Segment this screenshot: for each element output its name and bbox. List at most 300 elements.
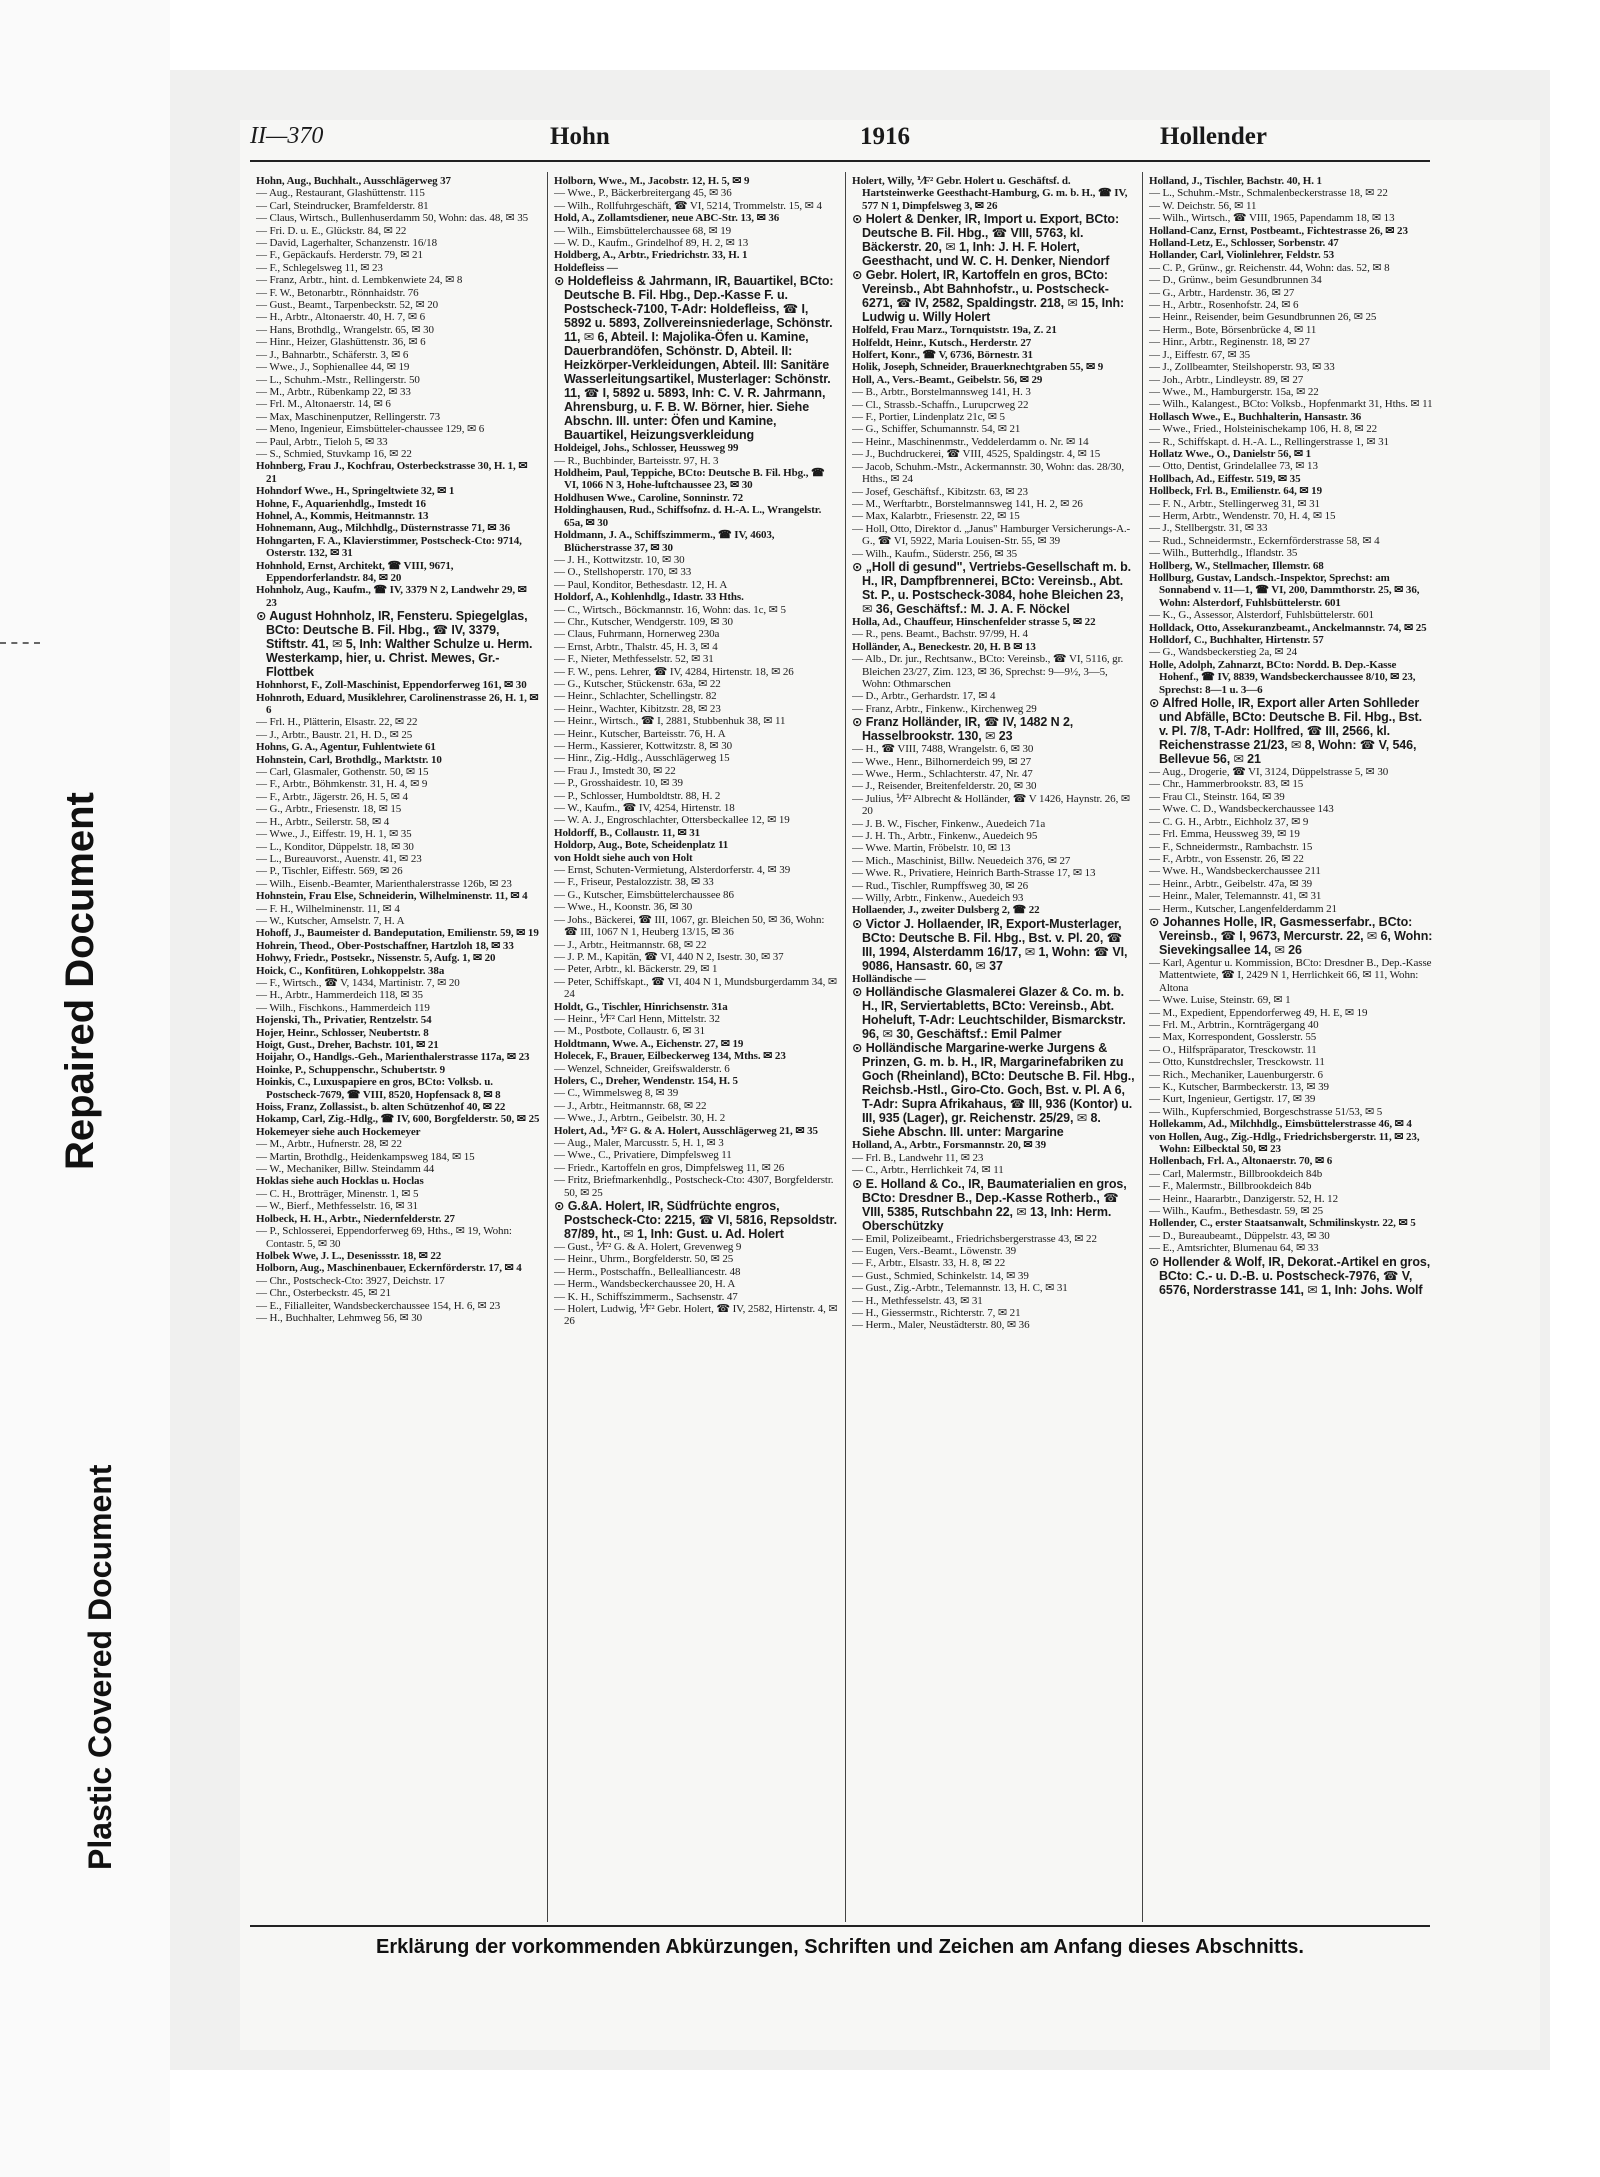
directory-entry: — H., Arbtr., Rosenhofstr. 24, ✉ 6 <box>1149 299 1299 312</box>
directory-entry: — Gust., Schmied, Schinkelstr. 14, ✉ 39 <box>852 1269 1029 1282</box>
directory-entry: Holländer, A., Beneckestr. 20, H. B ✉ 13 <box>852 640 1036 653</box>
directory-entry: — F., Arbtr., von Essenstr. 26, ✉ 22 <box>1149 852 1304 865</box>
directory-entry: — F., Arbtr., Jägerstr. 26, H. 5, ✉ 4 <box>256 790 408 803</box>
directory-entry: — Wenzel, Schneider, Greifswalderstr. 6 <box>554 1062 730 1075</box>
directory-entry: Hokemeyer siehe auch Hockemeyer <box>256 1125 421 1138</box>
directory-entry: — H., Arbtr., Hammerdeich 118, ✉ 35 <box>256 989 423 1002</box>
directory-entry: — Wwe., Herm., Schlachterstr. 47, Nr. 47 <box>852 768 1033 780</box>
directory-entry: — Herm., Kassierer, Kottwitzstr. 8, ✉ 30 <box>554 740 732 752</box>
right-keyword: Hollender <box>1160 123 1267 150</box>
directory-entry: Holland, J., Tischler, Bachstr. 40, H. 1 <box>1149 175 1322 187</box>
directory-entry: — C., Wimmelsweg 8, ✉ 39 <box>554 1087 679 1100</box>
directory-entry: — H., Methfesselstr. 43, ✉ 31 <box>852 1294 983 1307</box>
directory-entry: — J., Reisender, Breitenfelderstr. 20, ✉ 30 <box>852 780 1037 793</box>
document-label-sidebar <box>0 0 170 2177</box>
directory-entry: — Herm., Maler, Neustädterstr. 80, ✉ 36 <box>852 1319 1030 1332</box>
directory-entry: — Otto, Dentist, Grindelallee 73, ✉ 13 <box>1149 460 1318 473</box>
directory-entry: Hold, A., Zollamtsdiener, neue ABC-Str. 13, ✉ 36 <box>554 212 780 225</box>
directory-entry: — D., Arbtr., Gerhardstr. 17, ✉ 4 <box>852 690 996 703</box>
directory-entry: Hohnhorst, F., Zoll-Maschinist, Eppendorferweg 161, ✉ 30 <box>256 679 527 692</box>
directory-entry: — Chr., Postscheck-Cto: 3927, Deichstr. 17 <box>256 1274 445 1287</box>
directory-entry: Holfeld, Frau Marz., Tornquiststr. 19a, Z. 21 <box>852 324 1057 337</box>
page-number: II—370 <box>250 123 324 149</box>
footer-note: Erklärung der vorkommenden Abkürzungen, Schriften und Zeichen am Anfang dieses Abschnitts. <box>376 1936 1304 1958</box>
directory-entry: Holfert, Konr., ☎ V, 6736, Börnestr. 31 <box>852 349 1033 362</box>
directory-entry: — F. W., Betonarbtr., Rönnhaidstr. 76 <box>256 286 419 299</box>
directory-entry: — M., Werftarbtr., Borstelmannsweg 141, H. 2, ✉ 26 <box>852 497 1083 510</box>
column-divider <box>845 172 846 1922</box>
directory-entry: Hoklas siehe auch Hocklas u. Hoclas <box>256 1175 424 1188</box>
directory-entry: — Otto, Kunstdrechsler, Tresckowstr. 11 <box>1149 1056 1325 1069</box>
directory-entry: — W., Kutscher, Amselstr. 7, H. A <box>256 914 405 927</box>
directory-entry: — M., Expedient, Eppendorferweg 49, H. E, ✉ 19 <box>1149 1006 1368 1019</box>
directory-entry: Holbek Wwe, J. L., Desenissstr. 18, ✉ 22 <box>256 1249 442 1262</box>
directory-entry: — Frl. M., Arbtrin., Kornträgergang 40 <box>1149 1018 1319 1031</box>
directory-entry: — J., Arbtr., Heitmannstr. 68, ✉ 22 <box>554 938 707 951</box>
directory-entry: Holdhusen Wwe., Caroline, Sonninstr. 72 <box>554 491 744 504</box>
directory-entry: — David, Lagerhalter, Schanzenstr. 16/18 <box>256 237 437 250</box>
directory-entry: — Kurt, Ingenieur, Gertigstr. 17, ✉ 39 <box>1149 1093 1316 1106</box>
directory-entry: — Claus, Wirtsch., Bullenhuserdamm 50, Wohn: das. 48, ✉ 35 <box>256 212 529 225</box>
directory-entry: Hollatz Wwe., O., Danielstr 56, ✉ 1 <box>1149 447 1312 460</box>
directory-entry: Hohnemann, Aug., Milchhdlg., Düsternstrasse 71, ✉ 36 <box>256 522 510 535</box>
directory-entry: — Herm, Arbtr., Wendenstr. 70, H. 4, ✉ 15 <box>1149 509 1336 522</box>
directory-entry: — K., G., Assessor, Alsterdorf, Fuhlsbüttelerstr. 601 <box>1149 609 1374 622</box>
directory-entry: — F., Arbtr., Böhmkenstr. 31, H. 4, ✉ 9 <box>256 778 428 791</box>
directory-entry: Holert, Willy, ⅟F² Gebr. Holert u. Geschäftsf. d. Hartsteinwerke Geesthacht-Hamburg, G. m. b. H., ☎ IV, 577 N 1, Dimpfelsweg 3, ✉ 26 <box>852 175 1128 212</box>
directory-entry: ⊙ Holländische Glasmalerei Glazer & Co. m. b. H., IR, Serviertabletts, BCto: Vereinsb., Abt. Hoheluft, T-Adr: Leuchtschilder, Bismarckstr. 96, ✉ 30, Geschäftsf.: Emil Palmer <box>852 985 1126 1042</box>
directory-entry: — F., Malermstr., Billbrookdeich 84b <box>1149 1180 1312 1193</box>
directory-entry: — G., Schiffer, Schumannstr. 54, ✉ 21 <box>852 423 1021 436</box>
directory-entry: — R., Buchbinder, Barteisstr. 97, H. 3 <box>554 454 719 467</box>
directory-entry: — Heinr., Wirtsch., ☎ I, 2881, Stubbenhuk 38, ✉ 11 <box>554 715 786 728</box>
directory-entry: Holland, A., Arbtr., Forsmannstr. 20, ✉ 39 <box>852 1139 1046 1152</box>
directory-entry: Hohoff, J., Baumeister d. Bandeputation, Emilienstr. 59, ✉ 19 <box>256 927 539 940</box>
directory-entry: — H., Arbtr., Seilerstr. 58, ✉ 4 <box>256 815 390 828</box>
directory-entry: — Frl. Emma, Heussweg 39, ✉ 19 <box>1149 828 1300 841</box>
directory-entry: — Frau J., Imstedt 30, ✉ 22 <box>554 764 676 777</box>
directory-entry: ⊙ Holdefleiss & Jahrmann, IR, Bauartikel, BCto: Deutsche B. Fil. Hbg., Dep.-Kasse F. u. Postscheck-7100, T-Adr: Holdefleiss, ☎ I, 5892 u. 5893, Zollvereinsniederlage, Schönstr. 11, ✉ 6, Abteil. I: Majolika-Öfen u. Kamine, Dauerbrandöfen, Schönstr. D, Abteil. II: Heizkörper-Verkleidungen, Abteil. III: Sanitäre Wasserleitungsartikel, Musterlager: Schönstr. 11, ☎ I, 5892 u. 5893, Inh: C. V. R. Jahrmann, Ahrensburg, u. F. B. W. Börner, hier. Siehe Abschn. III. unter: Öfen und Kamine, Bauartikel, Heizungsverkleidung <box>554 274 834 443</box>
directory-entry: — Peter, Schiffskapt., ☎ VI, 404 N 1, Mundsburgerdamm 34, ✉ 24 <box>554 975 838 1001</box>
directory-entry: — Paul, Konditor, Bethesdastr. 12, H. A <box>554 578 728 591</box>
directory-entry: Holbeck, H. H., Arbtr., Niedernfelderstr. 27 <box>256 1212 455 1225</box>
directory-entry: Holdeigel, Johs., Schlosser, Heussweg 99 <box>554 442 739 455</box>
directory-entry: — Rud., Tischler, Rumpffsweg 30, ✉ 26 <box>852 879 1028 892</box>
directory-entry: — E., Amtsrichter, Blumenau 64, ✉ 33 <box>1149 1242 1319 1255</box>
directory-entry: — Frl. H., Plätterin, Elsastr. 22, ✉ 22 <box>256 716 418 729</box>
directory-entry: Holik, Joseph, Schneider, Brauerknechtgraben 55, ✉ 9 <box>852 361 1104 374</box>
directory-entry: — Gust., Zig.-Arbtr., Telemannstr. 13, H. C, ✉ 31 <box>852 1282 1068 1295</box>
directory-entry: — Heinr., Uhrm., Borgfelderstr. 50, ✉ 25 <box>554 1253 734 1266</box>
directory-entry: — H., Arbtr., Altonaerstr. 40, H. 7, ✉ 6 <box>256 311 425 324</box>
directory-entry: Hoinke, P., Schuppenschr., Schubertstr. 9 <box>256 1063 446 1076</box>
column-divider <box>1142 172 1143 1922</box>
directory-entry: — C. H., Brotträger, Minenstr. 1, ✉ 5 <box>256 1187 419 1200</box>
directory-entry: — Herm., Kutscher, Langenfelderdamm 21 <box>1149 902 1337 915</box>
directory-entry: — Wwe., Fried., Holsteinischekamp 106, H. 8, ✉ 22 <box>1149 423 1378 436</box>
directory-column-3 <box>852 175 1136 1920</box>
directory-entry: — Wilh., Rollfuhrgeschäft, ☎ VI, 5214, Trommelstr. 15, ✉ 4 <box>554 199 822 212</box>
directory-entry: — J., Eiffestr. 67, ✉ 35 <box>1149 348 1251 361</box>
directory-entry: Hohnstein, Carl, Brothdlg., Marktstr. 10 <box>256 753 442 766</box>
directory-entry: ⊙ Holert & Denker, IR, Import u. Export, BCto: Deutsche B. Fil. Hbg., ☎ VIII, 5763, kl. Bäckerstr. 20, ✉ 1, Inh: J. H. F. Holert, Geesthacht, und W. C. H. Denker, Niendorf <box>852 212 1120 269</box>
directory-column-2 <box>554 175 838 1920</box>
directory-entry: von Hollen, Aug., Zig.-Hdlg., Friedrichsbergerstr. 11, ✉ 23, Wohn: Eilbecktal 50, ✉ 23 <box>1149 1130 1420 1156</box>
directory-entry: Hohngarten, F. A., Klavierstimmer, Postscheck-Cto: 9714, Osterstr. 132, ✉ 31 <box>256 534 522 560</box>
directory-entry: — F., Nieter, Methfesselstr. 52, ✉ 31 <box>554 653 714 666</box>
directory-entry: Hoinkis, C., Luxuspapiere en gros, BCto: Volksb. u. Postscheck-7679, ☎ VIII, 8520, Hopfensack 8, ✉ 8 <box>256 1076 501 1101</box>
directory-entry: — G., Arbtr., Friesenstr. 18, ✉ 15 <box>256 803 402 816</box>
directory-entry: — C., Arbtr., Herrlichkeit 74, ✉ 11 <box>852 1164 1004 1177</box>
directory-entry: — Heinr., Maschinenmstr., Veddelerdamm o. Nr. ✉ 14 <box>852 435 1089 448</box>
directory-entry: Holborn, Wwe., M., Jacobstr. 12, H. 5, ✉ 9 <box>554 175 750 187</box>
directory-entry: — Wwe. Martin, Fröbelstr. 10, ✉ 13 <box>852 842 1011 855</box>
directory-entry: — J., Zollbeamter, Steilshoperstr. 93, ✉ 33 <box>1149 361 1335 374</box>
directory-entry: — Wilh., Butterhdlg., Iflandstr. 35 <box>1149 547 1298 560</box>
directory-entry: — W., Bierf., Methfesselstr. 16, ✉ 31 <box>256 1200 418 1213</box>
directory-entry: — Max, Korrespondent, Gosslerstr. 55 <box>1149 1031 1317 1044</box>
directory-entry: — Heinr., Kutscher, Barteisstr. 76, H. A <box>554 727 726 740</box>
left-keyword: Hohn <box>550 123 610 150</box>
header-rule <box>250 160 1430 162</box>
directory-entry: — Wwe. Luise, Steinstr. 69, ✉ 1 <box>1149 994 1291 1007</box>
directory-entry: Holert, Ad., ⅟F² G. & A. Holert, Ausschlägerweg 21, ✉ 35 <box>554 1124 818 1137</box>
directory-entry: — Hans, Brothdlg., Wrangelstr. 65, ✉ 30 <box>256 323 434 336</box>
directory-entry: ⊙ G.&A. Holert, IR, Südfrüchte engros, Postscheck-Cto: 2215, ☎ VI, 5816, Repsoldstr. 87/89, ht., ✉ 1, Inh: Gust. u. Ad. Holert <box>554 1199 837 1242</box>
directory-entry: Holfeldt, Heinr., Kutsch., Herderstr. 27 <box>852 336 1032 349</box>
directory-entry: Hohn, Aug., Buchhalt., Ausschlägerweg 37 <box>256 175 451 187</box>
directory-entry: — J. B. W., Fischer, Finkenw., Auedeich 71a <box>852 817 1046 830</box>
directory-entry: — Max, Maschinenputzer, Rellingerstr. 73 <box>256 410 441 423</box>
directory-entry: — Paul, Arbtr., Tieloh 5, ✉ 33 <box>256 435 388 448</box>
directory-entry: Hollender, C., erster Staatsanwalt, Schmilinskystr. 22, ✉ 5 <box>1149 1217 1416 1230</box>
directory-entry: — Rich., Mechaniker, Lauenburgerstr. 6 <box>1149 1068 1323 1081</box>
directory-entry: — Wilh., Wirtsch., ☎ VIII, 1965, Papendamm 18, ✉ 13 <box>1149 212 1395 225</box>
directory-entry: — J., Arbtr., Heitmannstr. 68, ✉ 22 <box>554 1099 707 1112</box>
directory-entry: Hohnstein, Frau Else, Schneiderin, Wilhelminenstr. 11, ✉ 4 <box>256 890 528 903</box>
directory-entry: — Wwe. R., Privatiere, Heinrich Barth-Strasse 17, ✉ 13 <box>852 867 1096 880</box>
directory-entry: von Holdt siehe auch von Holt <box>554 851 693 864</box>
directory-entry: — F., Arbtr., Elsastr. 33, H. 8, ✉ 22 <box>852 1257 1006 1270</box>
directory-entry: ⊙ August Hohnholz, IR, Fensteru. Spiegelglas, BCto: Deutsche B. Fil. Hbg., ☎ IV, 3379, Stiftstr. 41, ✉ 5, Inh: Walther Schulze u. Herm. Westerkamp, hier, u. Christ. Mewes, Gr.-Flottbek <box>256 609 533 680</box>
directory-entry: — H., Giessermstr., Richterstr. 7, ✉ 21 <box>852 1306 1021 1319</box>
directory-entry: — Josef, Geschäftsf., Kibitzstr. 63, ✉ 23 <box>852 485 1028 498</box>
directory-entry: — F. W., pens. Lehrer, ☎ IV, 4284, Hirtenstr. 18, ✉ 26 <box>554 665 794 678</box>
directory-entry: — Heinr., Schlachter, Schellingstr. 82 <box>554 690 717 703</box>
directory-entry: Holdorp, Aug., Bote, Scheidenplatz 11 <box>554 839 729 852</box>
directory-entry: Hollburg, Gustav, Landsch.-Inspektor, Sprechst: am Sonnabend v. 11—1, ☎ VI, 200, Dammthorstr. 25, ✉ 36, Wohn: Alsterdorf, Fuhlsbüttelerstr. 601 <box>1149 572 1420 609</box>
directory-entry: — F., Portier, Lindenplatz 21c, ✉ 5 <box>852 411 1005 424</box>
directory-entry: Hohnholz, Aug., Kaufm., ☎ IV, 3379 N 2, Landwehr 29, ✉ 23 <box>256 584 527 609</box>
directory-entry: — F., Friseur, Pestalozzistr. 38, ✉ 33 <box>554 876 714 889</box>
directory-entry: — Heinr., Haararbtr., Danzigerstr. 52, H. 12 <box>1149 1192 1338 1205</box>
directory-entry: — Karl, Agentur u. Kommission, BCto: Dresdner B., Dep.-Kasse Mattentwiete, ☎ I, 2429 N 1, Herrlichkeit 66, ✉ 11, Wohn: Altona <box>1149 956 1432 994</box>
directory-entry: — Fri. D. u. E., Glückstr. 84, ✉ 22 <box>256 224 407 237</box>
directory-entry: Hollenbach, Frl. A., Altonaerstr. 70, ✉ 6 <box>1149 1155 1333 1168</box>
directory-entry: Hojer, Heinr., Schlosser, Neubertstr. 8 <box>256 1026 429 1039</box>
directory-entry: Holdefleiss — <box>554 261 618 274</box>
directory-entry: — Ernst, Arbtr., Thalstr. 45, H. 3, ✉ 4 <box>554 640 718 653</box>
directory-entry: Hoigt, Gust., Dreher, Bachstr. 101, ✉ 21 <box>256 1039 439 1051</box>
directory-entry: — K. H., Schiffszimmerm., Sachsenstr. 47 <box>554 1290 738 1303</box>
directory-entry: — Gust., Beamt., Tarpenbeckstr. 52, ✉ 20 <box>256 299 439 312</box>
directory-entry: Hollander, Carl, Violinlehrer, Feldstr. 53 <box>1149 249 1335 262</box>
directory-entry: — J., Buchdruckerei, ☎ VIII, 4525, Spaldingstr. 4, ✉ 15 <box>852 448 1101 461</box>
directory-entry: Holdorff, B., Collaustr. 11, ✉ 31 <box>554 826 701 839</box>
footer-rule <box>250 1925 1430 1927</box>
directory-entry: — C. G. H., Arbtr., Eichholz 37, ✉ 9 <box>1149 815 1309 828</box>
directory-entry: — Frau Cl., Steinstr. 164, ✉ 39 <box>1149 790 1285 803</box>
directory-entry: — R., pens. Beamt., Bachstr. 97/99, H. 4 <box>852 628 1028 641</box>
directory-entry: — Johs., Bäckerei, ☎ III, 1067, gr. Bleichen 50, ✉ 36, Wohn: ☎ III, 1067 N 1, Heuberg 13/15, ✉ 36 <box>554 913 825 939</box>
directory-entry: — Carl, Steindrucker, Bramfelderstr. 81 <box>256 199 429 212</box>
directory-entry: — Wilh., Kalangest., BCto: Volksb., Hopfenmarkt 31, Hths. ✉ 11 <box>1149 398 1433 411</box>
directory-entry: — S., Schmied, Stuvkamp 16, ✉ 22 <box>256 447 412 460</box>
directory-entry: ⊙ Holländische Margarine-werke Jurgens & Prinzen, G. m. b. H., IR, Margarinefabriken zu Goch (Rheinland), BCto: Deutsche B. Fil. Hbg., Reichsb.-Hstl., Giro-Cto. Goch, Bst. v. Pl. A 6, T-Adr: Supra Afrikahaus, ☎ III, 936 (Kontor) u. III, 935 (Lager), gr. Reichenstr. 25/29, ✉ 8. Siehe Abschn. III. unter: Margarine <box>852 1041 1135 1140</box>
directory-entry: — Wwe. H., Wandsbeckerchaussee 211 <box>1149 865 1321 878</box>
directory-entry: Holdorf, A., Kohlenhdlg., Idastr. 33 Hths. <box>554 591 744 604</box>
directory-entry: — F., Wirtsch., ☎ V, 1434, Martinistr. 7, ✉ 20 <box>256 976 460 989</box>
directory-entry: Hohnel, A., Kommis, Heitmannstr. 13 <box>256 509 429 522</box>
page-header <box>250 123 1430 157</box>
directory-entry: — Frl. M., Altonaerstr. 14, ✉ 6 <box>256 398 391 411</box>
directory-entry: Holdberg, A., Arbtr., Friedrichstr. 33, H. 1 <box>554 249 748 262</box>
directory-entry: — Wwe. C. D., Wandsbeckerchaussee 143 <box>1149 803 1334 816</box>
directory-entry: — W. A. J., Engroschlachter, Ottersbeckallee 12, ✉ 19 <box>554 814 790 827</box>
directory-entry: Hohnroth, Eduard, Musiklehrer, Carolinenstrasse 26, H. 1, ✉ 6 <box>256 691 539 717</box>
directory-entry: — Wilh., Eisenb.-Beamter, Marienthalerstrasse 126b, ✉ 23 <box>256 877 512 890</box>
directory-entry: Hohrein, Theod., Ober-Postschaffner, Hartzloh 18, ✉ 33 <box>256 939 514 952</box>
directory-entry: Hokamp, Carl, Zig.-Hdlg., ☎ IV, 600, Borgfelderstr. 50, ✉ 25 <box>256 1113 540 1126</box>
directory-entry: — Carl, Malermstr., Billbrookdeich 84b <box>1149 1167 1323 1180</box>
directory-entry: — Jacob, Schuhm.-Mstr., Ackermannstr. 30, Wohn: das. 28/30, Hths., ✉ 24 <box>852 460 1124 486</box>
directory-entry: Holers, C., Dreher, Wendenstr. 154, H. 5 <box>554 1074 738 1087</box>
directory-entry: Hojenski, Th., Privatier, Rentzelstr. 54 <box>256 1014 432 1027</box>
directory-entry: — D., Grünw., beim Gesundbrunnen 34 <box>1149 274 1322 287</box>
directory-entry: — F., Gepäckaufs. Herderstr. 79, ✉ 21 <box>256 249 423 262</box>
directory-entry: — P., Grosshaidestr. 10, ✉ 39 <box>554 777 683 790</box>
directory-entry: — Mich., Maschinist, Billw. Neuedeich 376, ✉ 27 <box>852 854 1071 867</box>
directory-entry: Hollberg, W., Stellmacher, Illemstr. 68 <box>1149 559 1324 572</box>
directory-entry: Holle, Adolph, Zahnarzt, BCto: Nordd. B. Dep.-Kasse Hohenf., ☎ IV, 8839, Wandsbeckerchaussee 8/10, ✉ 23, Sprechst: 8—1 u. 3—6 <box>1149 658 1416 696</box>
directory-column-1 <box>256 175 540 1920</box>
directory-entry: ⊙ Hollender & Wolf, IR, Dekorat.-Artikel en gros, BCto: C.- u. D.-B. u. Postscheck-7976, ☎ V, 6576, Norderstrasse 141, ✉ 1, Inh: Johs. Wolf <box>1149 1254 1431 1297</box>
directory-entry: — Wwe., J., Sophienallee 44, ✉ 19 <box>256 361 410 374</box>
directory-entry: Hoiss, Franz, Zollassist., b. alten Schützenhof 40, ✉ 22 <box>256 1101 506 1114</box>
directory-entry: ⊙ Johannes Holle, IR, Gasmesserfabr., BCto: Vereinsb., ☎ I, 9673, Mercurstr. 22, ✉ 6, Wohn: Sievekingsallee 14, ✉ 26 <box>1149 914 1433 957</box>
directory-entry: Holecek, F., Brauer, Eilbeckerweg 134, Mths. ✉ 23 <box>554 1050 786 1063</box>
directory-entry: — G., Arbtr., Hardenstr. 36, ✉ 27 <box>1149 286 1295 299</box>
directory-entry: Hollbeck, Frl. B., Emilienstr. 64, ✉ 19 <box>1149 485 1322 498</box>
directory-entry: — L., Schuhm.-Mstr., Schmalenbeckerstrasse 18, ✉ 22 <box>1149 187 1388 200</box>
directory-entry: Holdheim, Paul, Teppiche, BCto: Deutsche B. Fil. Hbg., ☎ VI, 1066 N 3, Hohe-luftchaussee 23, ✉ 30 <box>554 467 825 492</box>
directory-entry: — M., Postbote, Collaustr. 6, ✉ 31 <box>554 1025 705 1038</box>
directory-entry: — Aug., Maler, Marcusstr. 5, H. 1, ✉ 3 <box>554 1137 724 1149</box>
directory-entry: Hohns, G. A., Agentur, Fuhlentwiete 61 <box>256 741 436 754</box>
directory-entry: — Julius, ⅟F² Albrecht & Holländer, ☎ V 1426, Haynstr. 26, ✉ 20 <box>852 792 1130 818</box>
directory-entry: — F. N., Arbtr., Stellingerweg 31, ✉ 31 <box>1149 497 1320 510</box>
directory-entry: — F., Schlegelsweg 11, ✉ 23 <box>256 261 383 274</box>
directory-entry: — Carl, Glasmaler, Gothenstr. 50, ✉ 15 <box>256 766 429 779</box>
directory-entry: — Frl. B., Landwehr 11, ✉ 23 <box>852 1151 984 1164</box>
directory-entry: — J. H., Kottwitzstr. 10, ✉ 30 <box>554 553 685 566</box>
directory-entry: Holla, Ad., Chauffeur, Hinschenfelder strasse 5, ✉ 22 <box>852 615 1096 628</box>
directory-entry: — H., ☎ VIII, 7488, Wrangelstr. 6, ✉ 30 <box>852 743 1034 756</box>
directory-entry: Hoick, C., Konfitüren, Lohkoppelstr. 38a <box>256 964 445 977</box>
directory-entry: — Wilh., Kaufm., Bethesdastr. 59, ✉ 25 <box>1149 1205 1324 1218</box>
directory-entry: — O., Hilfspräparator, Tresckowstr. 11 <box>1149 1043 1317 1056</box>
directory-entry: — Friedr., Kartoffeln en gros, Dimpfelsweg 11, ✉ 26 <box>554 1161 785 1174</box>
directory-entry: — Rud., Schneidermstr., Eckernförderstrasse 58, ✉ 4 <box>1149 534 1380 547</box>
directory-entry: Hohwy, Friedr., Postsekr., Nissenstr. 5, Aufg. 1, ✉ 20 <box>256 952 496 965</box>
directory-entry: — J., Arbtr., Baustr. 21, H. D., ✉ 25 <box>256 728 413 741</box>
directory-entry: — Chr., Osterbeckstr. 45, ✉ 21 <box>256 1287 391 1300</box>
directory-entry: — B., Arbtr., Borstelmannsweg 141, H. 3 <box>852 386 1031 399</box>
directory-entry: — Ernst, Schuten-Vermietung, Alsterdorferstr. 4, ✉ 39 <box>554 864 791 877</box>
directory-entry: — Heinr., Arbtr., Geibelstr. 47a, ✉ 39 <box>1149 877 1313 890</box>
directory-entry: — G., Wandsbeckerstieg 2a, ✉ 24 <box>1149 646 1297 659</box>
directory-entry: Holdt, G., Tischler, Hinrichsenstr. 31a <box>554 1000 728 1013</box>
directory-entry: — Wwe., P., Bäckerbreitergang 45, ✉ 36 <box>554 187 732 200</box>
directory-entry: — W. Deichstr. 56, ✉ 11 <box>1149 199 1257 212</box>
directory-entry: Hollbach, Ad., Eiffestr. 519, ✉ 35 <box>1149 472 1301 485</box>
directory-entry: Hohne, F., Aquarienhdlg., Imstedt 16 <box>256 497 426 510</box>
directory-entry: Holldack, Otto, Assekuranzbeamt., Anckelmannstr. 74, ✉ 25 <box>1149 621 1427 634</box>
directory-entry: Holdinghausen, Rud., Schiffsofnz. d. H.-A. L., Wrangelstr. 65a, ✉ 30 <box>554 504 822 529</box>
directory-entry: — Martin, Brothdlg., Heidenkampsweg 184, ✉ 15 <box>256 1150 475 1163</box>
directory-entry: ⊙ E. Holland & Co., IR, Baumaterialien en gros, BCto: Dresdner B., Dep.-Kasse Rotherb., ☎ VIII, 5385, Rutschbahn 22, ✉ 13, Inh: Herm. Oberschützky <box>852 1176 1127 1233</box>
directory-entry: — Holl, Otto, Direktor d. „Janus" Hamburger Versicherungs-A.-G., ☎ VI, 5922, Maria Louisen-Str. 55, ✉ 39 <box>852 522 1131 548</box>
directory-entry: — Hinr., Zig.-Hdlg., Ausschlägerweg 15 <box>554 752 730 765</box>
directory-entry: — F. H., Wilhelminenstr. 11, ✉ 4 <box>256 902 400 915</box>
directory-entry: — Franz, Arbtr., Finkenw., Kirchenweg 29 <box>852 702 1037 715</box>
directory-entry: — Holert, Ludwig, ⅟F² Gebr. Holert, ☎ IV, 2582, Hirtenstr. 4, ✉ 26 <box>554 1303 838 1328</box>
directory-entry: ⊙ Alfred Holle, IR, Export aller Arten Sohlleder und Abfälle, BCto: Deutsche B. Fil. Hbg., Bst. v. Pl. 7/8, T-Adr: Hollfred, ☎ III, 2566, kl. Reichenstrasse 21/23, ✉ 8, Wohn: ☎ V, 546, Bellevue 56, ✉ 21 <box>1149 696 1422 767</box>
directory-entry: — Aug., Restaurant, Glashüttenstr. 115 <box>256 187 425 200</box>
directory-entry: — W. D., Kaufm., Grindelhof 89, H. 2, ✉ 13 <box>554 237 749 250</box>
directory-entry: — J. H. Th., Arbtr., Finkenw., Auedeich 95 <box>852 830 1038 843</box>
directory-entry: — Heinr., ⅟F² Carl Henn, Mittelstr. 32 <box>554 1012 720 1025</box>
directory-entry: — Claus, Fuhrmann, Hornerweg 230a <box>554 628 720 641</box>
directory-entry: ⊙ Franz Holländer, IR, ☎ IV, 1482 N 2, Hasselbrookstr. 130, ✉ 23 <box>852 715 1074 744</box>
directory-entry: Hollekamm, Ad., Milchhdlg., Eimsbüttelerstrasse 46, ✉ 4 <box>1149 1118 1412 1131</box>
directory-entry: — P., Schlosser, Humboldtstr. 88, H. 2 <box>554 789 721 802</box>
directory-entry: — M., Arbtr., Rübenkamp 22, ✉ 33 <box>256 385 411 398</box>
directory-entry: Holland-Letz, E., Schlosser, Sorbenstr. 47 <box>1149 237 1339 250</box>
directory-entry: — Gust., ⅟F² G. & A. Holert, Grevenweg 9 <box>554 1241 742 1254</box>
directory-entry: — Herm., Wandsbeckerchaussee 20, H. A <box>554 1278 736 1291</box>
directory-entry: — Wwe., C., Privatiere, Dimpfelsweg 11 <box>554 1149 732 1162</box>
directory-entry: — C. P., Grünw., gr. Reichenstr. 44, Wohn: das. 52, ✉ 8 <box>1149 261 1390 274</box>
directory-entry: Holldorf, C., Buchhalter, Hirtenstr. 57 <box>1149 634 1324 647</box>
directory-entry: — Wilh., Kupferschmied, Borgeschstrasse 51/53, ✉ 5 <box>1149 1105 1383 1118</box>
directory-entry: — Cl., Strassb.-Schaffn., Lurupcrweg 22 <box>852 398 1029 411</box>
directory-entry: Hollaender, J., zweiter Dulsberg 2, ☎ 22 <box>852 904 1040 917</box>
directory-entry: — Wwe., M., Hamburgerstr. 15a, ✉ 22 <box>1149 385 1319 398</box>
directory-entry: — K., Kutscher, Barmbeckerstr. 13, ✉ 39 <box>1149 1081 1329 1093</box>
directory-entry: — Wwe., H., Koonstr. 36, ✉ 30 <box>554 901 693 914</box>
directory-entry: Holl, A., Vers.-Beamt., Geibelstr. 56, ✉ 29 <box>852 373 1043 386</box>
directory-entry: — Herm., Bote, Börsenbrücke 4, ✉ 11 <box>1149 323 1317 336</box>
directory-entry: — W., Kaufm., ☎ IV, 4254, Hirtenstr. 18 <box>554 802 735 815</box>
directory-entry: — R., Schiffskapt. d. H.-A. L., Rellingerstrasse 1, ✉ 31 <box>1149 435 1389 448</box>
directory-entry: — Fritz, Briefmarkenhdlg., Postscheck-Cto: 4307, Borgfelderstr. 50, ✉ 25 <box>554 1174 834 1199</box>
directory-entry: — Wilh., Eimsbüttelerchaussee 68, ✉ 19 <box>554 224 732 237</box>
directory-entry: Holländische — <box>852 972 926 985</box>
directory-column-4 <box>1149 175 1433 1920</box>
directory-entry: — Meno, Ingenieur, Eimsbütteler-chaussee 129, ✉ 6 <box>256 423 485 436</box>
directory-entry: — Alb., Dr. jur., Rechtsanw., BCto: Vereinsb., ☎ VI, 5116, gr. Bleichen 23/27, Zim. 123, ✉ 36, Sprechst: 9—9½, 3—5, Wohn: Othmarschen <box>852 653 1124 690</box>
directory-entry: — Heinr., Maler, Telemannstr. 41, ✉ 31 <box>1149 890 1322 903</box>
directory-entry: — F., Schneidermstr., Rambachstr. 15 <box>1149 840 1313 853</box>
directory-entry: — Heinr., Wachter, Kibitzstr. 28, ✉ 23 <box>554 702 721 715</box>
directory-entry: Hohnberg, Frau J., Kochfrau, Osterbeckstrasse 30, H. 1, ✉ 21 <box>256 460 528 485</box>
directory-entry: — H., Buchhalter, Lehmweg 56, ✉ 30 <box>256 1311 423 1324</box>
directory-entry: Hoijahr, O., Handlgs.-Geh., Marienthalerstrasse 117a, ✉ 23 <box>256 1051 530 1064</box>
directory-entry: — Chr., Hammerbrookstr. 83, ✉ 15 <box>1149 778 1304 791</box>
directory-entry: ⊙ Gebr. Holert, IR, Kartoffeln en gros, BCto: Vereinsb., Abt Bahnhofstr., u. Postscheck-6271, ☎ IV, 2582, Spaldingstr. 218, ✉ 15, Inh: Ludwig u. Willy Holert <box>852 268 1125 325</box>
directory-entry: — Franz, Arbtr., hint. d. Lembkenwiete 24, ✉ 8 <box>256 274 463 287</box>
cut-line-marker <box>0 642 40 644</box>
directory-entry: — Peter, Arbtr., kl. Bäckerstr. 29, ✉ 1 <box>554 963 718 976</box>
directory-entry: — Wilh., Fischkons., Hammerdeich 119 <box>256 1001 430 1014</box>
directory-entry: — J. P. M., Kapitän, ☎ VI, 440 N 2, Isestr. 30, ✉ 37 <box>554 950 784 963</box>
directory-entry: — M., Arbtr., Hufnerstr. 28, ✉ 22 <box>256 1138 402 1151</box>
directory-entry: — L., Bureauvorst., Auenstr. 41, ✉ 23 <box>256 852 422 865</box>
directory-entry: — Aug., Drogerie, ☎ VI, 3124, Düppelstrasse 5, ✉ 30 <box>1149 766 1389 779</box>
directory-entry: — Hinr., Arbtr., Reginenstr. 18, ✉ 27 <box>1149 336 1310 349</box>
directory-entry: — G., Kutscher, Stückenstr. 63a, ✉ 22 <box>554 677 721 690</box>
directory-entry: — L., Schuhm.-Mstr., Rellingerstr. 50 <box>256 373 420 386</box>
directory-entry: Holland-Canz, Ernst, Postbeamt., Fichtestrasse 26, ✉ 23 <box>1149 224 1408 237</box>
repaired-document-label: Repaired Document <box>58 792 102 1170</box>
directory-entry: ⊙ Victor J. Hollaender, IR, Export-Musterlager, BCto: Deutsche B. Fil. Hbg., Bst. v. Pl. 20, ☎ III, 1994, Alsterdamm 16/17, ✉ 1, Wohn: ☎ VI, 9086, Hansastr. 60, ✉ 37 <box>852 916 1128 973</box>
directory-entry: — Chr., Kutscher, Wendgerstr. 109, ✉ 30 <box>554 615 733 628</box>
directory-entry: Hohnhold, Ernst, Architekt, ☎ VIII, 9671, Eppendorferlandstr. 84, ✉ 20 <box>256 559 454 584</box>
directory-entry: — G., Kutscher, Eimsbüttelerchaussee 86 <box>554 888 734 901</box>
directory-entry: — W., Mechaniker, Billw. Steindamm 44 <box>256 1163 435 1176</box>
directory-entry: — Eugen, Vers.-Beamt., Löwenstr. 39 <box>852 1244 1017 1257</box>
directory-entry: — Willy, Arbtr., Finkenw., Auedeich 93 <box>852 892 1024 905</box>
directory-entry: — Wwe., Henr., Bilhornerdeich 99, ✉ 27 <box>852 755 1032 768</box>
year: 1916 <box>860 123 910 150</box>
directory-entry: Holdmann, J. A., Schiffszimmerm., ☎ IV, 4603, Blücherstrasse 37, ✉ 30 <box>554 529 775 554</box>
directory-entry: — C., Wirtsch., Böckmannstr. 16, Wohn: das. 1c, ✉ 5 <box>554 603 786 616</box>
directory-entry: — Herm., Postschaffn., Bellealliancestr. 48 <box>554 1265 741 1278</box>
directory-entry: — L., Konditor, Düppelstr. 18, ✉ 30 <box>256 840 414 853</box>
column-divider <box>547 172 548 1922</box>
directory-entry: — Wwe., J., Arbtrn., Geibelstr. 30, H. 2 <box>554 1112 726 1125</box>
directory-entry: — J., Stellbergstr. 31, ✉ 33 <box>1149 522 1268 535</box>
directory-entry: — Hinr., Heizer, Glashüttenstr. 36, ✉ 6 <box>256 336 426 349</box>
directory-entry: Hollasch Wwe., E., Buchhalterin, Hansastr. 36 <box>1149 410 1362 423</box>
directory-entry: — P., Tischler, Eiffestr. 569, ✉ 26 <box>256 865 403 878</box>
directory-entry: — Wilh., Kaufm., Süderstr. 256, ✉ 35 <box>852 547 1018 560</box>
directory-entry: — E., Filialleiter, Wandsbeckerchaussee 154, H. 6, ✉ 23 <box>256 1299 501 1312</box>
directory-entry: — Wwe., J., Eiffestr. 19, H. 1, ✉ 35 <box>256 828 412 841</box>
directory-entry: Holdtmann, Wwe. A., Eichenstr. 27, ✉ 19 <box>554 1037 744 1050</box>
directory-entry: — O., Stellshoperstr. 170, ✉ 33 <box>554 566 692 579</box>
directory-entry: Holborn, Aug., Maschinenbauer, Eckernförderstr. 17, ✉ 4 <box>256 1262 522 1275</box>
directory-entry: — Max, Kalarbtr., Friesenstr. 22, ✉ 15 <box>852 510 1020 523</box>
directory-entry: — D., Bureaubeamt., Düppelstr. 43, ✉ 30 <box>1149 1229 1330 1242</box>
directory-entry: Hohndorf Wwe., H., Springeltwiete 32, ✉ 1 <box>256 485 455 498</box>
directory-entry: ⊙ „Holl di gesund", Vertriebs-Gesellschaft m. b. H., IR, Dampfbrennerei, BCto: Vereinsb., Abt. St. P., u. Postscheck-3084, hohe Bleichen 23, ✉ 36, Geschäftsf.: M. J. A. F. Nöckel <box>852 559 1132 616</box>
directory-entry: — Emil, Polizeibeamt., Friedrichsbergerstrasse 43, ✉ 22 <box>852 1232 1097 1245</box>
directory-entry: — J., Bahnarbtr., Schäferstr. 3, ✉ 6 <box>256 348 409 361</box>
directory-entry: — Heinr., Reisender, beim Gesundbrunnen 26, ✉ 25 <box>1149 311 1377 324</box>
directory-entry: — Joh., Arbtr., Lindleystr. 89, ✉ 27 <box>1149 373 1304 386</box>
